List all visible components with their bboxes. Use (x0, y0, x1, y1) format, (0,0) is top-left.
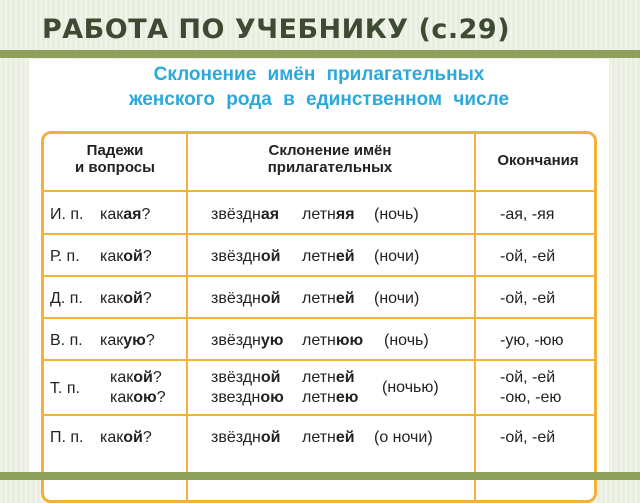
endings: -ой, -ей (500, 290, 556, 307)
case-question: какой? (100, 290, 152, 307)
noun: (о ночи) (374, 429, 433, 446)
noun: (ночь) (384, 332, 429, 349)
header-case-line2: и вопросы (75, 159, 155, 176)
header-declension (230, 142, 430, 176)
adjective-1: звёздной (211, 429, 281, 446)
slide-title: РАБОТА ПО УЧЕБНИКУ (с.29) (42, 14, 511, 45)
table-heading-line1: Склонение имён прилагательных (153, 64, 485, 85)
endings: -ой, -ей (500, 429, 556, 446)
adjective-2: летней (302, 369, 355, 386)
adjective-1: звёздная (211, 206, 280, 223)
endings: -ая, -яя (500, 206, 555, 223)
adjective-2: летняя (302, 206, 355, 223)
table-heading-line2: женского рода в единственном числе (128, 89, 510, 110)
adjective-1: звёздной (211, 290, 281, 307)
bottom-bar (0, 472, 640, 480)
row-divider (44, 317, 594, 319)
noun: (ночь) (374, 206, 419, 223)
row-divider (44, 233, 594, 235)
header-endings: Окончания (497, 152, 579, 169)
header-case-line1: Падежи (86, 142, 144, 159)
adjective-2: летней (302, 248, 355, 265)
case-question: какая? (100, 206, 151, 223)
row-divider (44, 190, 594, 192)
row-divider (44, 414, 594, 416)
case-label: Р. п. (50, 248, 80, 265)
adjective-2-alt: летнею (302, 389, 359, 406)
noun: (ночи) (374, 248, 420, 265)
case-question: какую? (100, 332, 155, 349)
case-question: какой? (110, 369, 162, 386)
adjective-2: летней (302, 429, 355, 446)
endings: -ой, -ей (500, 369, 556, 386)
declension-table (41, 131, 597, 503)
case-label: Т. п. (50, 380, 80, 397)
noun: (ночью) (382, 379, 439, 396)
case-label: В. п. (50, 332, 83, 349)
textbook-page (29, 59, 609, 480)
adjective-2: летней (302, 290, 355, 307)
case-question: какой? (100, 248, 152, 265)
row-divider (44, 359, 594, 361)
case-question: какой? (100, 429, 152, 446)
noun: (ночи) (374, 290, 420, 307)
endings: -ую, -юю (500, 332, 564, 349)
adjective-2: летнюю (302, 332, 364, 349)
case-label: Д. п. (50, 290, 83, 307)
header-case (44, 142, 186, 176)
adjective-1: звёздной (211, 248, 281, 265)
endings-alt: -ою, -ею (500, 389, 562, 406)
header-decl-line1: Склонение имён (268, 142, 392, 159)
row-divider (44, 275, 594, 277)
case-question-alt: какою? (110, 389, 166, 406)
case-label: П. п. (50, 429, 84, 446)
adjective-1: звёздной (211, 369, 281, 386)
adjective-1-alt: звездною (211, 389, 284, 406)
header-decl-line2: прилагательных (267, 159, 393, 176)
top-bar (0, 50, 640, 58)
adjective-1: звёздную (211, 332, 284, 349)
endings: -ой, -ей (500, 248, 556, 265)
case-label: И. п. (50, 206, 84, 223)
